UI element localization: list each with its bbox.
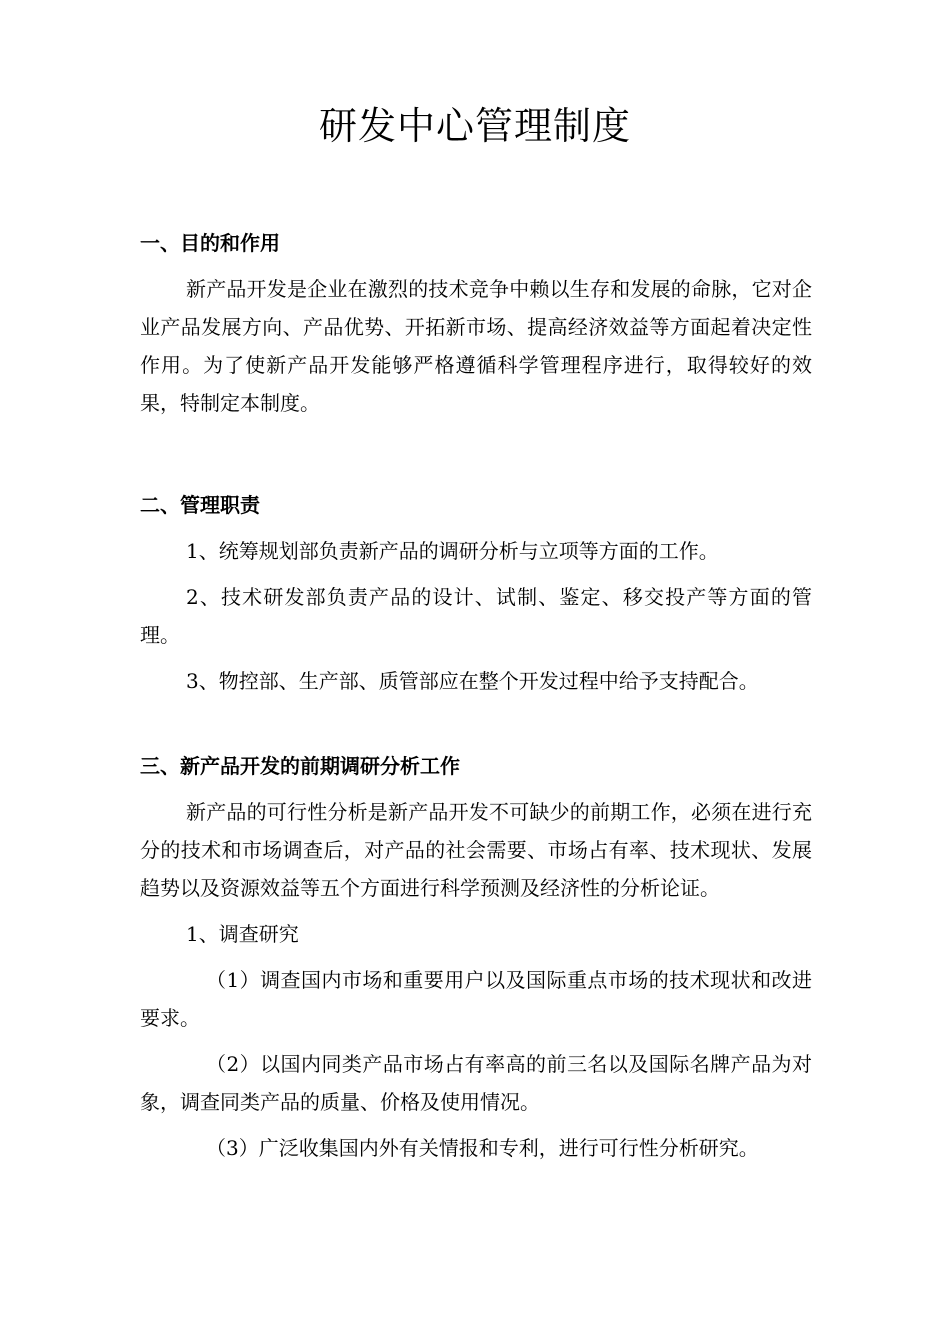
section-paragraph: （1）调查国内市场和重要用户以及国际重点市场的技术现状和改进要求。: [140, 968, 812, 1030]
section-purpose: [140, 224, 812, 422]
section-paragraph: 1、调查研究: [186, 922, 299, 946]
section-paragraph: 3、物控部、生产部、质管部应在整个开发过程中给予支持配合。: [186, 669, 759, 693]
section-paragraph: 2、技术研发部负责产品的设计、试制、鉴定、移交投产等方面的管理。: [140, 585, 812, 647]
section-paragraph: （3）广泛收集国内外有关情报和专利，进行可行性分析研究。: [206, 1136, 759, 1160]
section-heading: 二、管理职责: [140, 493, 260, 517]
document-title: 研发中心管理制度: [318, 104, 631, 148]
section-paragraph: 1、统筹规划部负责新产品的调研分析与立项等方面的工作。: [186, 539, 719, 563]
section-responsibilities: [140, 486, 812, 700]
section-paragraph: 新产品的可行性分析是新产品开发不可缺少的前期工作，必须在进行充分的技术和市场调查后，对产品的社会需要、市场占有率、技术现状、发展趋势以及资源效益等五个方面进行科学预测及经济性的分析论证。: [140, 800, 812, 900]
section-paragraph: 新产品开发是企业在激烈的技术竞争中赖以生存和发展的命脉，它对企业产品发展方向、产品优势、开拓新市场、提高经济效益等方面起着决定性作用。为了使新产品开发能够严格遵循科学管理程序进行，取得较好的效果，特制定本制度。: [140, 277, 812, 415]
section-heading: 一、目的和作用: [140, 231, 280, 255]
section-paragraph: （2）以国内同类产品市场占有率高的前三名以及国际名牌产品为对象，调查同类产品的质量、价格及使用情况。: [140, 1052, 812, 1114]
section-preliminary-research: [140, 747, 812, 1167]
section-heading: 三、新产品开发的前期调研分析工作: [140, 754, 460, 778]
